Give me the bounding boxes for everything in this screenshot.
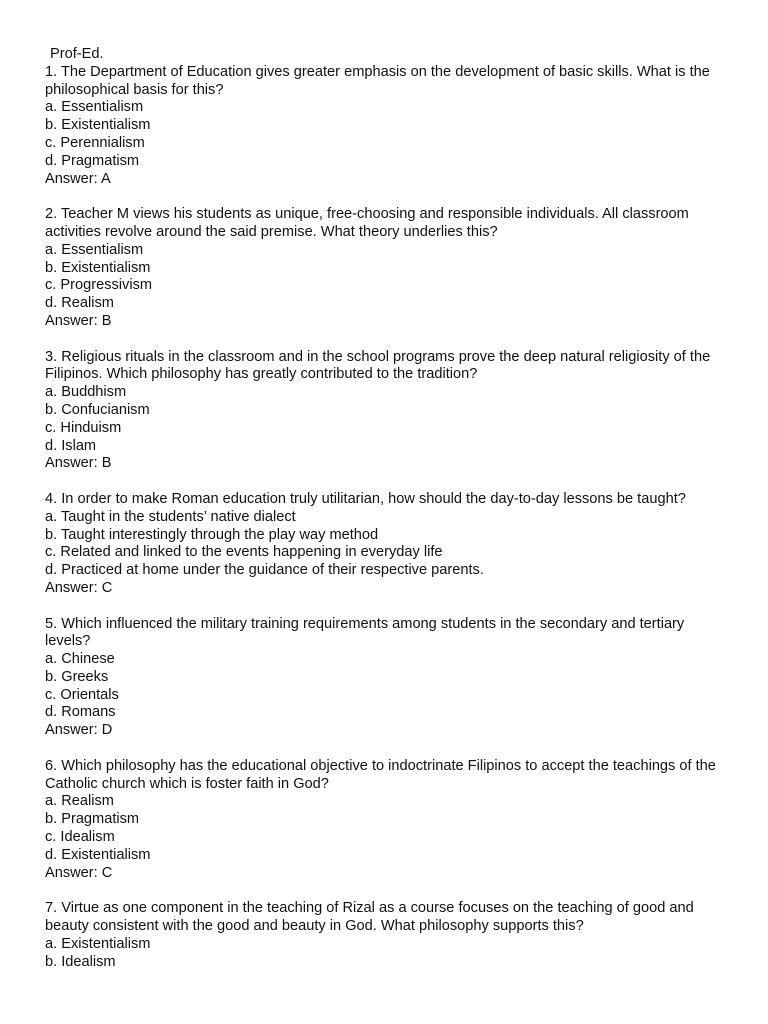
answer-option: a. Taught in the students’ native dialect	[45, 508, 296, 525]
question-stem: 5. Which influenced the military training requirements among students in the secondary and tertiary levels?	[45, 615, 685, 650]
question-block	[45, 900, 725, 971]
answer-option: d. Practiced at home under the guidance of their respective parents.	[45, 562, 484, 579]
answer-option: a. Existentialism	[45, 935, 151, 952]
answer-option: a. Realism	[45, 793, 114, 810]
answer-option: c. Progressivism	[45, 277, 153, 294]
answer-option: b. Existentialism	[45, 259, 151, 276]
answer-option: d. Pragmatism	[45, 152, 140, 169]
question-block	[45, 491, 725, 598]
answer-option: a. Chinese	[45, 651, 115, 668]
question-stem: 4. In order to make Roman education truly utilitarian, how should the day-to-day lessons be taught?	[45, 490, 686, 507]
answer-option: b. Taught interestingly through the play way method	[45, 526, 379, 543]
answer-option: d. Existentialism	[45, 846, 151, 863]
document-title: Prof-Ed.	[50, 46, 104, 62]
question-block	[45, 349, 725, 474]
document-page	[45, 46, 725, 971]
answer-key: Answer: B	[45, 312, 112, 329]
answer-option: d. Romans	[45, 704, 116, 721]
answer-option: c. Orientals	[45, 686, 119, 703]
question-stem: 7. Virtue as one component in the teaching of Rizal as a course focuses on the teaching of good and beauty consistent with the good and beauty in God. What philosophy supports this?	[45, 900, 694, 935]
question-block	[45, 64, 725, 189]
answer-option: d. Islam	[45, 437, 97, 454]
answer-option: b. Greeks	[45, 668, 109, 685]
answer-option: c. Hinduism	[45, 419, 122, 436]
answer-key: Answer: A	[45, 170, 111, 187]
question-stem: 3. Religious rituals in the classroom and in the school programs prove the deep natural religiosity of the Filipinos. Which philosophy has greatly contributed to the tradition?	[45, 348, 711, 383]
answer-option: b. Existentialism	[45, 117, 151, 134]
answer-option: a. Essentialism	[45, 241, 144, 258]
answer-option: c. Idealism	[45, 829, 115, 846]
question-stem: 1. The Department of Education gives greater emphasis on the development of basic skills. What is the philosophical basis for this?	[45, 63, 710, 98]
answer-option: b. Idealism	[45, 953, 116, 970]
answer-option: b. Confucianism	[45, 401, 150, 418]
question-block	[45, 758, 725, 883]
answer-key: Answer: C	[45, 579, 113, 596]
answer-key: Answer: D	[45, 722, 113, 739]
question-stem: 2. Teacher M views his students as unique, free-choosing and responsible individuals. All classroom activities revolve around the said premise. What theory underlies this?	[45, 206, 689, 240]
answer-option: a. Buddhism	[45, 384, 127, 401]
answer-option: d. Realism	[45, 295, 114, 312]
answer-key: Answer: B	[45, 455, 112, 472]
answer-option: a. Essentialism	[45, 99, 144, 116]
question-list	[45, 64, 725, 972]
answer-key: Answer: C	[45, 864, 113, 881]
answer-option: c. Related and linked to the events happening in everyday life	[45, 544, 443, 561]
question-block	[45, 616, 725, 741]
question-stem: 6. Which philosophy has the educational objective to indoctrinate Filipinos to accept the teachings of the Catholic church which is foster faith in God?	[45, 757, 716, 792]
answer-option: b. Pragmatism	[45, 811, 140, 828]
question-block	[45, 206, 725, 331]
answer-option: c. Perennialism	[45, 134, 145, 151]
